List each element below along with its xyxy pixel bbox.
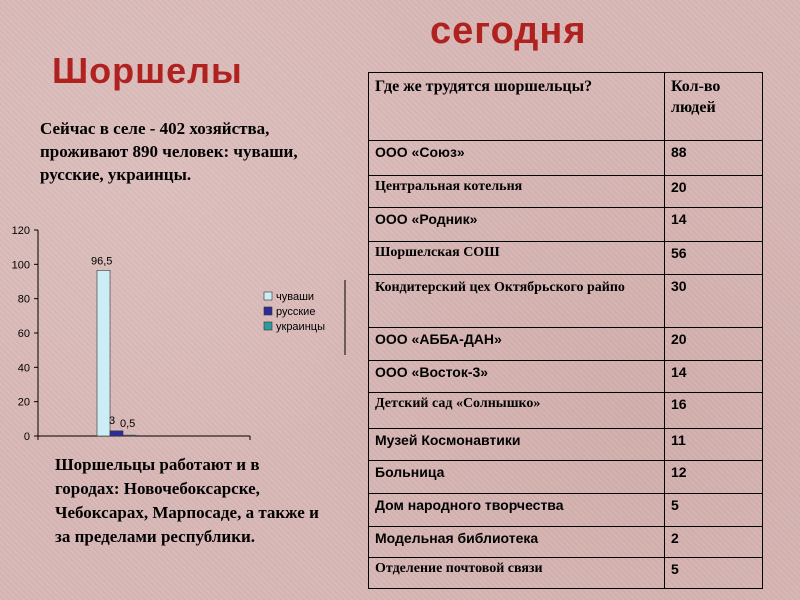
table-cell-org: ООО «АББА-ДАН» <box>369 327 665 361</box>
table-cell-count: 56 <box>665 242 763 275</box>
y-tick-label: 100 <box>11 259 30 272</box>
table-row <box>369 175 763 208</box>
header-count: Кол-во людей <box>665 73 763 141</box>
table-row <box>369 242 763 275</box>
table-cell-org: Дом народного творчества <box>369 493 665 526</box>
intro-text: Сейчас в селе - 402 хозяйства, проживают 890 человек: чуваши, русские, украинцы. <box>40 119 298 184</box>
chart-svg <box>0 220 360 450</box>
bar-русские <box>110 431 123 436</box>
legend-swatch-украинцы <box>264 322 272 330</box>
legend-swatch-русские <box>264 307 272 315</box>
table-row <box>369 493 763 526</box>
table-cell-org: Отделение почтовой связи <box>369 558 665 589</box>
table-cell-org: Модельная библиотека <box>369 526 665 558</box>
data-label-украинцы: 0,5 <box>120 418 136 431</box>
table-cell-org: ООО «Родник» <box>369 208 665 242</box>
table-row <box>369 361 763 393</box>
legend-swatch-чуваши <box>264 292 272 300</box>
table-cell-count: 5 <box>665 493 763 526</box>
table-cell-count: 16 <box>665 393 763 429</box>
legend-label-чуваши: чуваши <box>276 291 315 303</box>
y-tick-label: 60 <box>17 328 30 340</box>
table-row <box>369 428 763 461</box>
y-tick-label: 120 <box>11 225 30 237</box>
table-cell-org: ООО «Восток-3» <box>369 361 665 393</box>
table-row <box>369 274 763 327</box>
table-cell-count: 30 <box>665 274 763 327</box>
header-organization: Где же трудятся шоршельцы? <box>369 73 665 141</box>
table-cell-org: Кондитерский цех Октябрьского райпо <box>369 274 665 327</box>
slide-title: Шоршелы <box>52 50 243 91</box>
table-row <box>369 208 763 242</box>
table-cell-org: Детский сад «Солнышко» <box>369 393 665 429</box>
table-cell-count: 12 <box>665 461 763 494</box>
table-row <box>369 327 763 361</box>
legend-label-русские: русские <box>276 306 316 318</box>
table-cell-count: 20 <box>665 175 763 208</box>
y-tick-label: 0 <box>23 431 30 443</box>
table-cell-count: 14 <box>665 361 763 393</box>
slide-heading: сегодня <box>430 10 587 52</box>
table-cell-org: ООО «Союз» <box>369 141 665 176</box>
jobs-table <box>368 72 763 589</box>
bottom-text: Шоршельцы работают и в городах: Новочебоксарске, Чебоксарах, Марпосаде, а также и за пределами республики. <box>55 455 319 546</box>
bar-украинцы <box>123 435 136 436</box>
table-cell-count: 5 <box>665 558 763 589</box>
table-cell-org: Музей Космонавтики <box>369 428 665 461</box>
legend-label-украинцы: украинцы <box>276 321 325 333</box>
table-row <box>369 461 763 494</box>
table-cell-count: 2 <box>665 526 763 558</box>
y-tick-label: 40 <box>17 362 30 375</box>
table-cell-org: Центральная котельня <box>369 175 665 208</box>
table-cell-count: 14 <box>665 208 763 242</box>
population-chart <box>0 220 360 450</box>
table-cell-org: Шоршелская СОШ <box>369 242 665 275</box>
data-label-русские: 3 <box>109 414 116 427</box>
y-tick-label: 20 <box>17 396 30 409</box>
bar-чуваши <box>97 270 110 436</box>
table-row <box>369 558 763 589</box>
y-tick-label: 80 <box>17 293 30 306</box>
table-cell-count: 88 <box>665 141 763 176</box>
data-label-чуваши: 96,5 <box>91 255 113 268</box>
table-cell-count: 11 <box>665 428 763 461</box>
table-row <box>369 526 763 558</box>
table-row <box>369 141 763 176</box>
table-row <box>369 393 763 429</box>
table-cell-count: 20 <box>665 327 763 361</box>
table-cell-org: Больница <box>369 461 665 494</box>
